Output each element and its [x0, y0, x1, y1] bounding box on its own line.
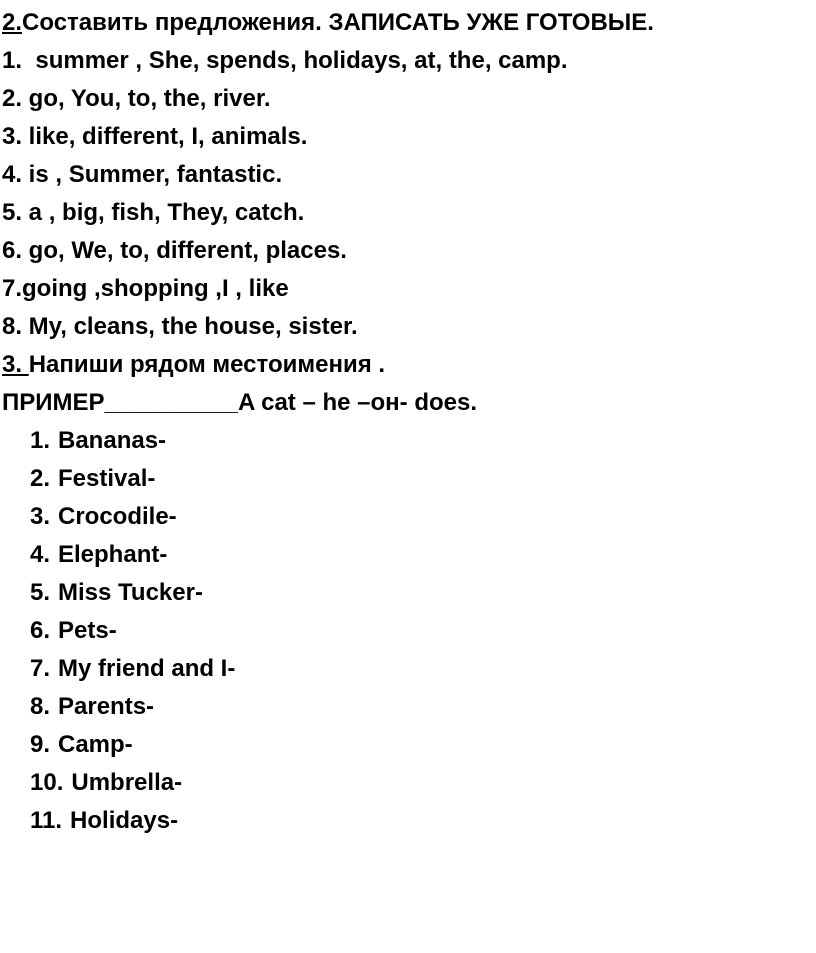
list-item-number: 7. — [30, 655, 51, 682]
list-item — [0, 688, 816, 726]
list-item-word: Festival- — [58, 465, 156, 492]
sentence-4: 4. is , Summer, fantastic. — [2, 161, 283, 188]
list-item-word: Bananas- — [58, 427, 167, 454]
list-item-number: 8. — [30, 693, 51, 720]
list-item-word: Parents- — [58, 693, 155, 720]
list-item — [0, 536, 816, 574]
list-item — [0, 802, 816, 840]
example-blank: __________ — [104, 389, 238, 416]
section-2-heading — [0, 4, 816, 42]
list-item — [0, 460, 816, 498]
sentence-2: 2. go, You, to, the, river. — [2, 85, 271, 112]
list-item — [0, 574, 816, 612]
section-3-heading — [0, 346, 816, 384]
list-item-number: 11. — [30, 807, 63, 834]
sentence-3: 3. like, different, I, animals. — [2, 123, 308, 150]
section-2-number: 2. — [2, 9, 23, 36]
noun-list — [0, 422, 816, 840]
list-item-word: Holidays- — [70, 807, 179, 834]
example-label: ПРИМЕР — [2, 389, 105, 416]
section-3-title: Напиши рядом местоимения . — [28, 351, 386, 378]
example-text: A cat – he –он- does. — [238, 389, 478, 416]
list-item-word: Camp- — [58, 731, 133, 758]
list-item-number: 3. — [30, 503, 51, 530]
list-item-word: My friend and I- — [58, 655, 236, 682]
list-item — [0, 764, 816, 802]
list-item — [0, 612, 816, 650]
sentence-6: 6. go, We, to, different, places. — [2, 237, 347, 264]
list-item-number: 5. — [30, 579, 51, 606]
section-2-title: Составить предложения. ЗАПИСАТЬ УЖЕ ГОТОВЫЕ. — [22, 9, 654, 36]
list-item-word: Crocodile- — [58, 503, 177, 530]
sentence-1: 1. summer , She, spends, holidays, at, the, camp. — [2, 47, 568, 74]
list-item — [0, 422, 816, 460]
list-item-number: 10. — [30, 769, 64, 796]
list-item-word: Pets- — [58, 617, 117, 644]
list-item-word: Umbrella- — [71, 769, 183, 796]
list-item-number: 1. — [30, 427, 51, 454]
sentence-8: 8. My, cleans, the house, sister. — [2, 313, 358, 340]
list-item — [0, 726, 816, 764]
list-item-number: 2. — [30, 465, 51, 492]
worksheet — [0, 4, 816, 840]
list-item — [0, 498, 816, 536]
list-item-number: 9. — [30, 731, 51, 758]
list-item-word: Elephant- — [58, 541, 168, 568]
list-item — [0, 650, 816, 688]
example-line — [0, 384, 816, 422]
list-item-number: 4. — [30, 541, 51, 568]
list-item-number: 6. — [30, 617, 51, 644]
list-item-word: Miss Tucker- — [58, 579, 203, 606]
section-3-number: 3. — [2, 351, 29, 378]
sentence-7: 7.going ,shopping ,I , like — [2, 275, 289, 302]
sentence-5: 5. a , big, fish, They, catch. — [2, 199, 305, 226]
